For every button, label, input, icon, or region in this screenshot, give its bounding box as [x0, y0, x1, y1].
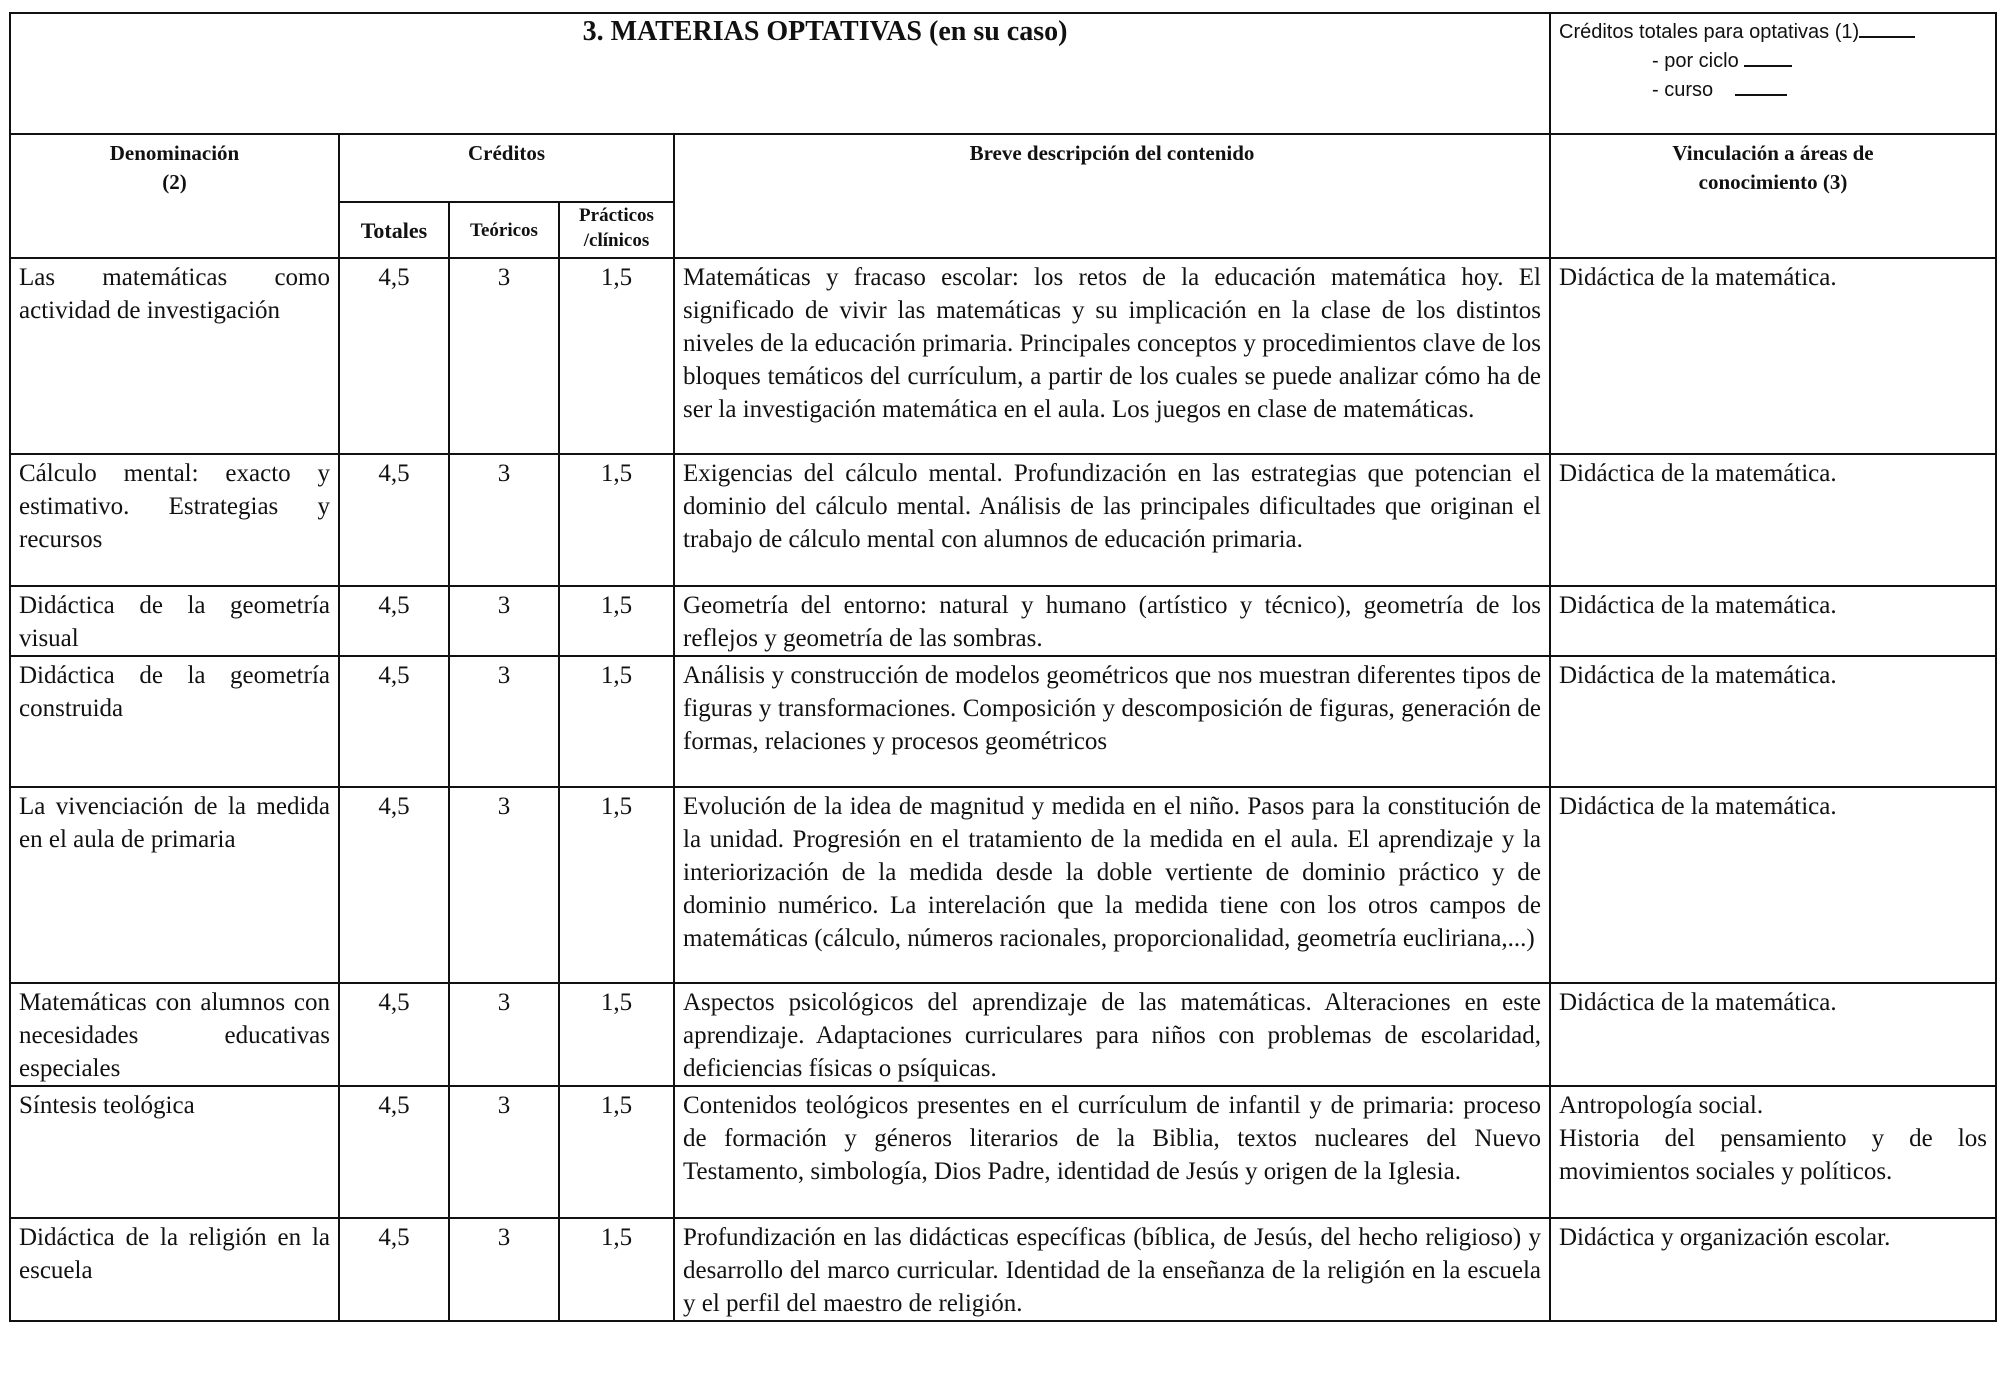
knowledge-area [1550, 586, 1996, 656]
credits-totales: 4,5 [339, 1218, 449, 1321]
subject-name: Síntesis teológica [10, 1086, 339, 1218]
credits-practicos: 1,5 [559, 1218, 674, 1321]
credits-totales: 4,5 [339, 787, 449, 983]
subject-name: Didáctica de la religión en la escuela [10, 1218, 339, 1321]
knowledge-area-item: Didáctica de la matemática. [1559, 989, 1837, 1016]
knowledge-area [1550, 983, 1996, 1086]
subject-name: Las matemáticas como actividad de investigación [10, 258, 339, 454]
credits-practicos: 1,5 [559, 258, 674, 454]
knowledge-area [1550, 258, 1996, 454]
credits-teoricos: 3 [449, 586, 559, 656]
table-row [10, 454, 1996, 586]
table-row [10, 787, 1996, 983]
per-cycle-label: - por ciclo [1652, 50, 1739, 72]
table-row [10, 1218, 1996, 1321]
content-description: Aspectos psicológicos del aprendizaje de las matemáticas. Alteraciones en este aprendizaje. Adaptaciones curriculares para niños con problemas de escolaridad, deficiencias físicas o psíquicas. [674, 983, 1550, 1086]
content-description: Exigencias del cálculo mental. Profundización en las estrategias que potencian el dominio del cálculo mental. Análisis de las principales dificultades que originan el trabajo de cálculo mental con alumnos de educación primaria. [674, 454, 1550, 586]
credits-totales: 4,5 [339, 454, 449, 586]
credits-totales: 4,5 [339, 586, 449, 656]
section-title: 3. MATERIAS OPTATIVAS (en su caso) [582, 16, 1068, 47]
section-title-cell [10, 13, 1550, 134]
credits-teoricos: 3 [449, 656, 559, 787]
optativas-table [9, 12, 1997, 1322]
knowledge-area [1550, 656, 1996, 787]
subject-name: Didáctica de la geometría construida [10, 656, 339, 787]
knowledge-area [1550, 1218, 1996, 1321]
knowledge-area-item: Didáctica de la matemática. [1559, 662, 1837, 689]
col-header-creditos: Créditos [339, 134, 674, 202]
credits-practicos: 1,5 [559, 983, 674, 1086]
credits-teoricos: 3 [449, 454, 559, 586]
credits-totales: 4,5 [339, 258, 449, 454]
knowledge-area-item: Historia del pensamiento y de los movimientos sociales y políticos. [1559, 1125, 1987, 1185]
credits-teoricos: 3 [449, 258, 559, 454]
course-blank [1735, 76, 1787, 96]
credits-teoricos: 3 [449, 1218, 559, 1321]
table-body [10, 258, 1996, 1321]
credits-practicos: 1,5 [559, 454, 674, 586]
col-header-vinculacion: Vinculación a áreas de conocimiento (3) [1550, 134, 1996, 258]
knowledge-area-item: Didáctica de la matemática. [1559, 264, 1837, 291]
table-row [10, 1086, 1996, 1218]
content-description: Matemáticas y fracaso escolar: los retos de la educación matemática hoy. El significado de vivir las matemáticas y su implicación en la clase de los distintos niveles de la educación primaria. Principales conceptos y procedimientos clave de los bloques temáticos del currículum, a partir de los cuales se puede analizar cómo ha de ser la investigación matemática en el aula. Los juegos en clase de matemáticas. [674, 258, 1550, 454]
table-row [10, 586, 1996, 656]
col-header-practicos: Prácticos /clínicos [559, 202, 674, 258]
col-header-denominacion: Denominación (2) [10, 134, 339, 258]
col-header-descripcion: Breve descripción del contenido [674, 134, 1550, 258]
credits-teoricos: 3 [449, 787, 559, 983]
credits-teoricos: 3 [449, 1086, 559, 1218]
credits-practicos: 1,5 [559, 787, 674, 983]
knowledge-area [1550, 1086, 1996, 1218]
credits-totales: 4,5 [339, 983, 449, 1086]
credits-total-label: Créditos totales para optativas (1) [1559, 21, 1860, 43]
knowledge-area-item: Didáctica de la matemática. [1559, 793, 1837, 820]
course-label: - curso [1652, 79, 1714, 101]
content-description: Contenidos teológicos presentes en el currículum de infantil y de primaria: proceso de formación y géneros literarios de la Biblia, textos nucleares del Nuevo Testamento, simbología, Dios Padre, identidad de Jesús y origen de la Iglesia. [674, 1086, 1550, 1218]
table-row [10, 258, 1996, 454]
content-description: Geometría del entorno: natural y humano (artístico y técnico), geometría de los reflejos y geometría de las sombras. [674, 586, 1550, 656]
per-cycle-blank [1744, 47, 1792, 67]
knowledge-area-item: Antropología social. [1559, 1092, 1764, 1119]
credits-practicos: 1,5 [559, 656, 674, 787]
content-description: Profundización en las didácticas específicas (bíblica, de Jesús, del hecho religioso) y desarrollo del marco curricular. Identidad de la enseñanza de la religión en la escuela y el perfil del maestro de religión. [674, 1218, 1550, 1321]
content-description: Análisis y construcción de modelos geométricos que nos muestran diferentes tipos de figuras y transformaciones. Composición y descomposición de figuras, generación de formas, relaciones y procesos geométricos [674, 656, 1550, 787]
subject-name: La vivenciación de la medida en el aula de primaria [10, 787, 339, 983]
col-header-totales: Totales [339, 202, 449, 258]
subject-name: Didáctica de la geometría visual [10, 586, 339, 656]
col-header-teoricos: Teóricos [449, 202, 559, 258]
knowledge-area-item: Didáctica de la matemática. [1559, 460, 1837, 487]
credits-totales: 4,5 [339, 656, 449, 787]
table-row [10, 656, 1996, 787]
content-description: Evolución de la idea de magnitud y medida en el niño. Pasos para la constitución de la unidad. Progresión en el tratamiento de la medida en el aula. El aprendizaje y la interiorización de la medida desde la doble vertiente de dominio práctico y de dominio numérico. La interelación que la medida tiene con los otros campos de matemáticas (cálculo, números racionales, proporcionalidad, geometría eucliriana,...) [674, 787, 1550, 983]
credits-total-box [1550, 13, 1996, 134]
credits-teoricos: 3 [449, 983, 559, 1086]
subject-name: Matemáticas con alumnos con necesidades educativas especiales [10, 983, 339, 1086]
subject-name: Cálculo mental: exacto y estimativo. Estrategias y recursos [10, 454, 339, 586]
table-row [10, 983, 1996, 1086]
knowledge-area-item: Didáctica y organización escolar. [1559, 1224, 1891, 1251]
credits-totales: 4,5 [339, 1086, 449, 1218]
knowledge-area [1550, 787, 1996, 983]
knowledge-area-item: Didáctica de la matemática. [1559, 592, 1837, 619]
credits-practicos: 1,5 [559, 1086, 674, 1218]
credits-practicos: 1,5 [559, 586, 674, 656]
knowledge-area [1550, 454, 1996, 586]
credits-total-blank [1859, 18, 1915, 38]
